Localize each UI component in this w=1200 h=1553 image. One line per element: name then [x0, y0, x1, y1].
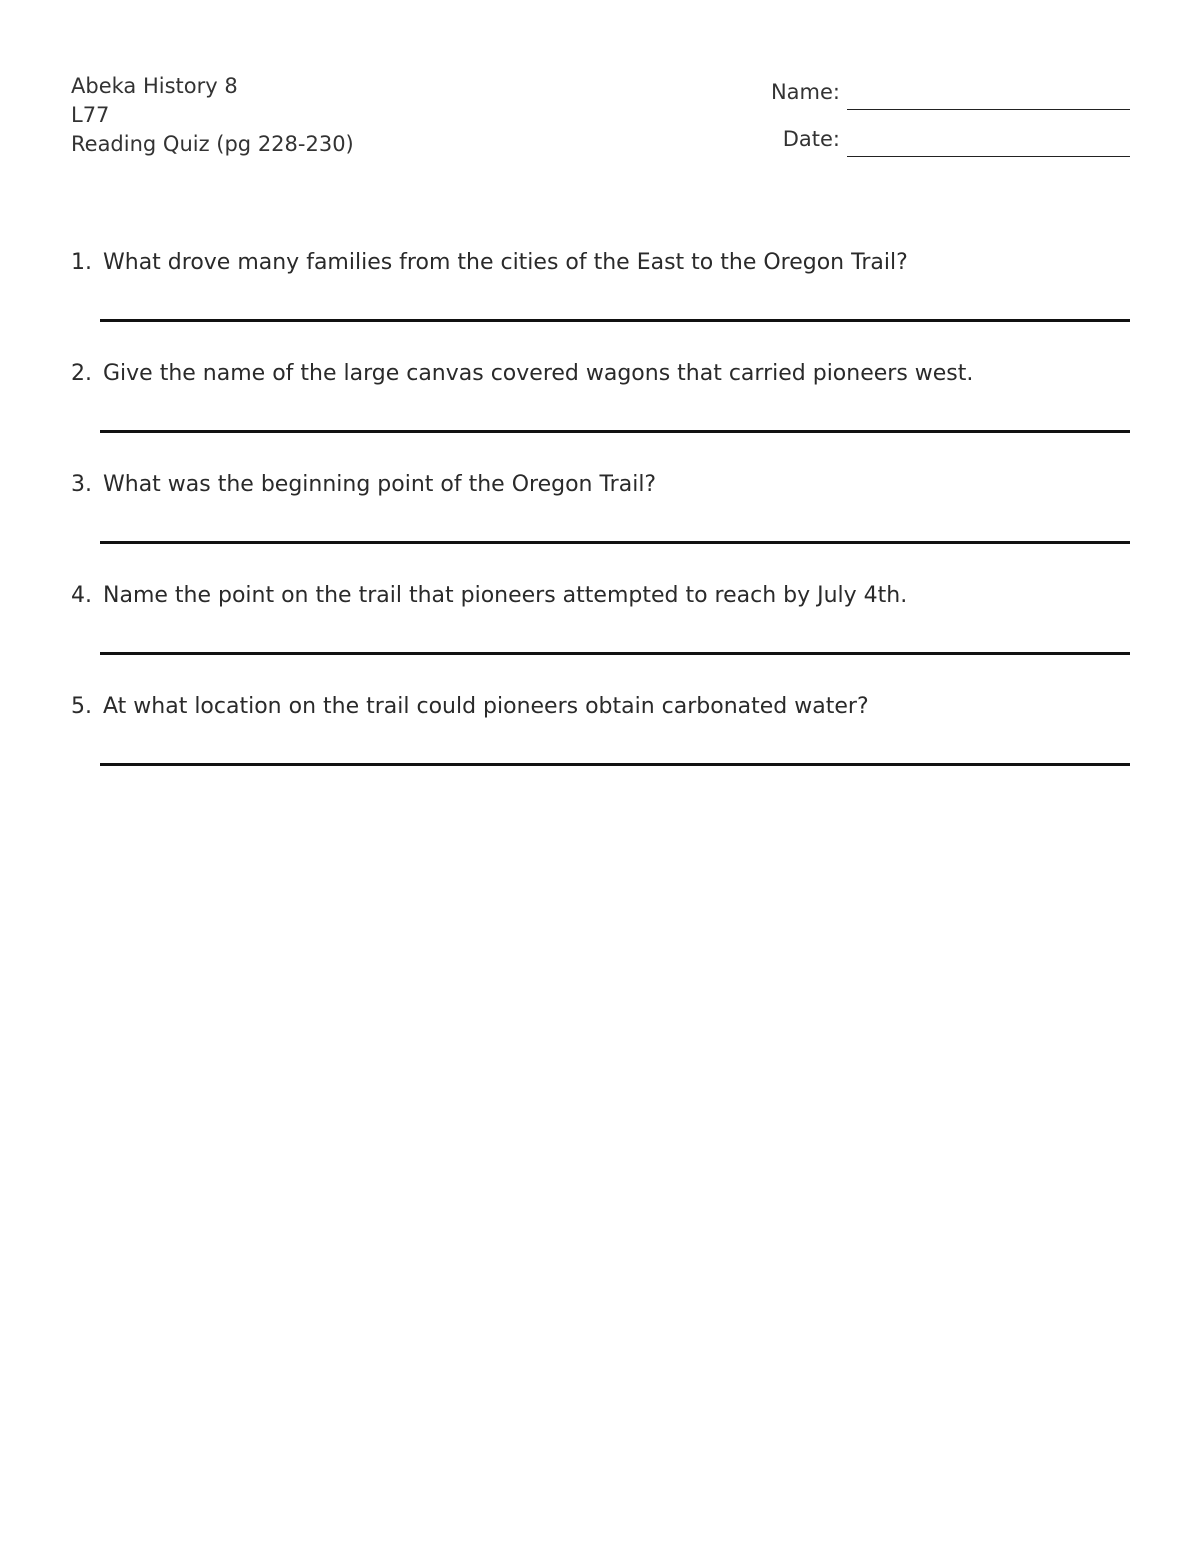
question-text: What was the beginning point of the Oregon Trail?	[103, 472, 657, 497]
question-2	[71, 359, 1130, 470]
answer-line[interactable]	[100, 430, 1130, 433]
name-blank-line[interactable]	[847, 109, 1130, 110]
course-info	[71, 72, 354, 159]
question-text: What drove many families from the cities of the East to the Oregon Trail?	[103, 250, 908, 275]
question-list	[71, 248, 1130, 803]
name-field-row	[740, 80, 1130, 110]
question-text: At what location on the trail could pioneers obtain carbonated water?	[103, 694, 869, 719]
course-name: Abeka History 8	[71, 74, 238, 98]
answer-line[interactable]	[100, 541, 1130, 544]
question-number: 5.	[71, 694, 92, 719]
question-5	[71, 692, 1130, 803]
question-3	[71, 470, 1130, 581]
date-field-row	[740, 127, 1130, 157]
answer-line[interactable]	[100, 319, 1130, 322]
answer-line[interactable]	[100, 652, 1130, 655]
question-number: 1.	[71, 250, 92, 275]
question-text: Name the point on the trail that pioneers attempted to reach by July 4th.	[103, 583, 908, 608]
date-blank-line[interactable]	[847, 156, 1130, 157]
question-number: 4.	[71, 583, 92, 608]
name-label: Name:	[770, 80, 840, 104]
lesson-number: L77	[71, 103, 110, 127]
date-label: Date:	[782, 127, 840, 151]
question-number: 2.	[71, 361, 92, 386]
question-text: Give the name of the large canvas covered wagons that carried pioneers west.	[103, 361, 974, 386]
question-4	[71, 581, 1130, 692]
quiz-title: Reading Quiz (pg 228-230)	[71, 132, 354, 156]
answer-line[interactable]	[100, 763, 1130, 766]
question-number: 3.	[71, 472, 92, 497]
question-1	[71, 248, 1130, 359]
